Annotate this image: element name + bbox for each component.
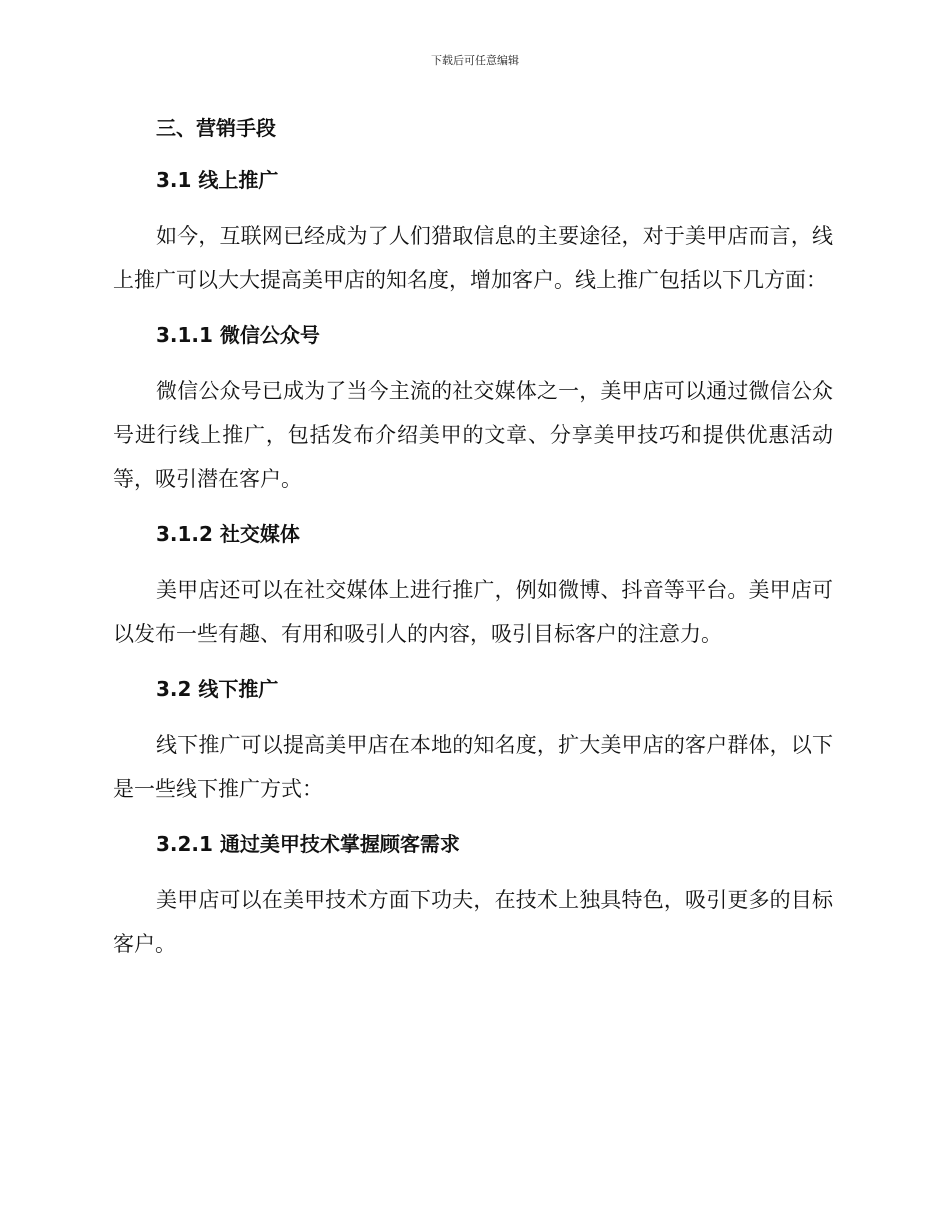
section-heading-3-2: 3.2 线下推广	[156, 677, 279, 701]
paragraph-3-1: 如今，互联网已经成为了人们猎取信息的主要途径，对于美甲店而言，线上推广可以大大提高美甲店的知名度，增加客户。线上推广包括以下几方面：	[113, 224, 833, 292]
document-body	[113, 110, 833, 966]
section-heading-3-1-2: 3.1.2 社交媒体	[156, 522, 300, 546]
section-heading-3-1: 3.1 线上推广	[156, 168, 279, 192]
page-header: 下载后可任意编辑	[431, 54, 519, 67]
section-heading-3-2-1: 3.2.1 通过美甲技术掌握顾客需求	[156, 832, 460, 856]
paragraph-3-2-1: 美甲店可以在美甲技术方面下功夫，在技术上独具特色，吸引更多的目标客户。	[113, 888, 833, 956]
paragraph-3-1-1: 微信公众号已成为了当今主流的社交媒体之一，美甲店可以通过微信公众号进行线上推广，包括发布介绍美甲的文章、分享美甲技巧和提供优惠活动等，吸引潜在客户。	[113, 379, 833, 491]
section-heading-3: 三、营销手段	[156, 116, 276, 140]
paragraph-3-2: 线下推广可以提高美甲店在本地的知名度，扩大美甲店的客户群体，以下是一些线下推广方式：	[113, 733, 833, 801]
paragraph-3-1-2: 美甲店还可以在社交媒体上进行推广，例如微博、抖音等平台。美甲店可以发布一些有趣、有用和吸引人的内容，吸引目标客户的注意力。	[113, 578, 833, 646]
section-heading-3-1-1: 3.1.1 微信公众号	[156, 323, 320, 347]
